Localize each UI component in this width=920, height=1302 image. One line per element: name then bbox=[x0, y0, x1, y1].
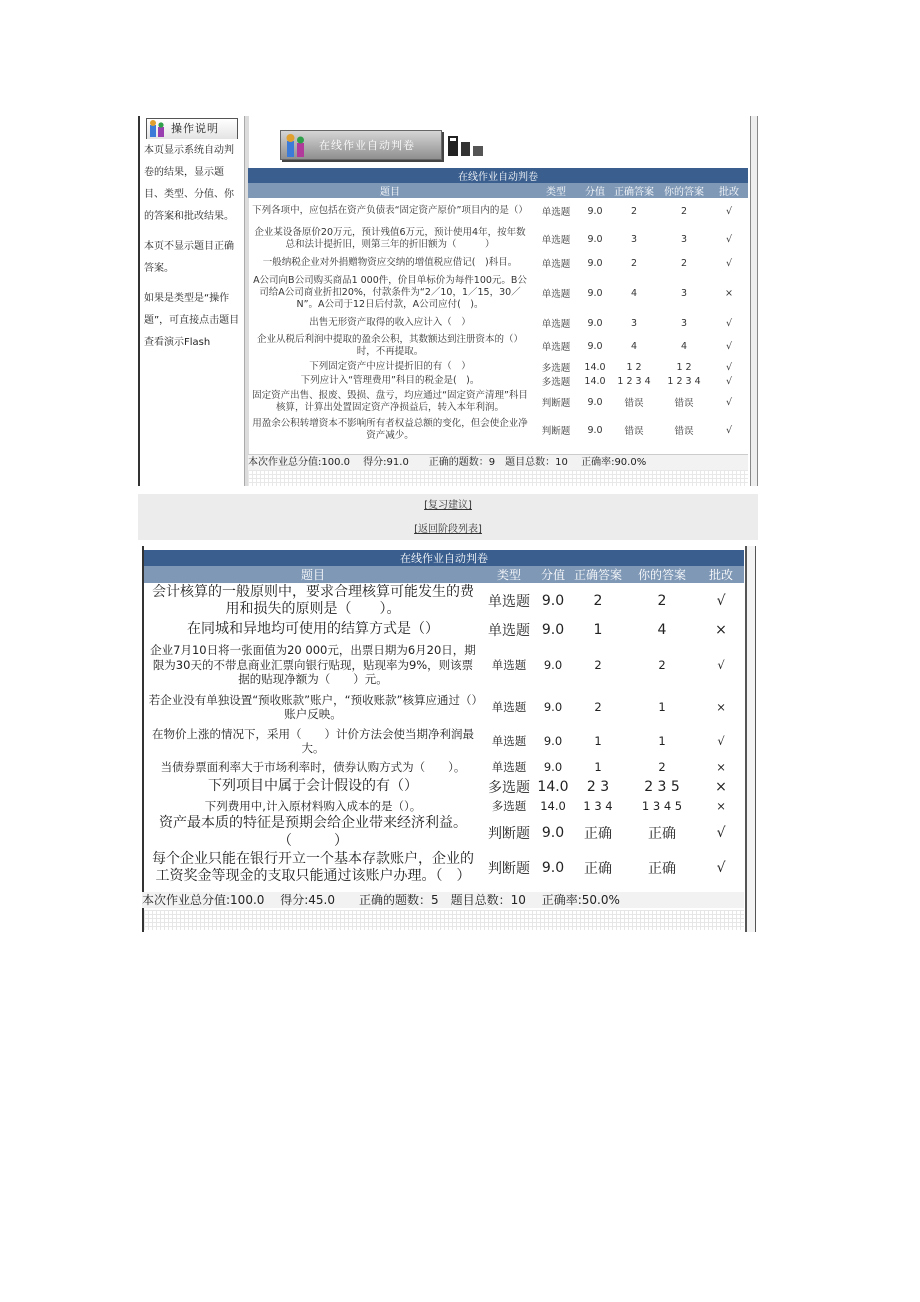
correct-answer: 错误 bbox=[624, 426, 644, 437]
table-row bbox=[144, 777, 744, 797]
question-text: 若企业没有单独设置“预收账款”账户，“预收账款”核算应通过（）账户反映。 bbox=[148, 692, 478, 721]
your-answer: 4 bbox=[680, 340, 688, 352]
question-score: 9.0 bbox=[541, 824, 565, 841]
back-to-stage-list-link[interactable]: [返回阶段列表] bbox=[414, 524, 482, 535]
your-answer: 3 bbox=[680, 287, 688, 299]
header-score: 分值 bbox=[536, 566, 570, 583]
left-frame-border bbox=[138, 116, 140, 486]
question-text: 企业某设备原价20万元，预计残值6万元，预计使用4年，按年数总和法计提折旧，则第三年的折旧额为（ ） bbox=[254, 227, 526, 250]
correct-answer: 1 2 3 4 bbox=[617, 375, 651, 387]
mark: × bbox=[715, 779, 727, 795]
question-text: 一般纳税企业对外捐赠物资应交纳的增值税应借记( )科目。 bbox=[262, 257, 518, 269]
your-answer: 1 3 4 5 bbox=[641, 799, 683, 813]
scrollbar[interactable] bbox=[745, 546, 756, 932]
table-row bbox=[144, 757, 744, 777]
score-summary: 本次作业总分值:100.0 得分:45.0 正确的题数：5 题目总数：10 正确率:50.0% bbox=[142, 892, 744, 908]
mark: × bbox=[716, 760, 726, 774]
correct-answer: 3 bbox=[630, 317, 638, 329]
mark: × bbox=[716, 700, 726, 714]
question-text: 资产最本质的特征是预期会给企业带来经济利益。（ ） bbox=[159, 815, 467, 849]
question-text: 当债券票面利率大于市场利率时，债券认购方式为（ ）。 bbox=[160, 759, 466, 774]
question-text: 会计核算的一般原则中，要求合理核算可能发生的费用和损失的原则是（ ）。 bbox=[152, 583, 474, 617]
correct-answer: 2 bbox=[593, 593, 603, 609]
correct-answer: 错误 bbox=[624, 398, 644, 409]
correct-answer: 2 bbox=[630, 257, 638, 269]
correct-answer: 4 bbox=[630, 287, 638, 299]
question-type: 单选题 bbox=[541, 207, 571, 218]
question-text: 下列项目中属于会计假设的有（） bbox=[208, 778, 418, 795]
question-text: 每个企业只能在银行开立一个基本存款账户，企业的工资奖金等现金的支取只能通过该账户办理。（ ） bbox=[152, 850, 474, 884]
mark: √ bbox=[725, 340, 733, 352]
table-title: 在线作业自动判卷 bbox=[144, 550, 744, 566]
your-answer: 2 3 5 bbox=[644, 779, 680, 795]
correct-answer: 1 bbox=[593, 622, 603, 638]
your-answer: 1 bbox=[658, 734, 666, 748]
help-text bbox=[144, 140, 242, 362]
question-type: 多选题 bbox=[541, 377, 571, 388]
mark: √ bbox=[725, 317, 733, 329]
your-answer: 正确 bbox=[648, 861, 676, 877]
question-score: 14.0 bbox=[584, 361, 606, 373]
question-text: 下列应计入“管理费用”科目的税金是( )。 bbox=[300, 375, 480, 387]
mark: √ bbox=[716, 824, 726, 841]
mark: √ bbox=[725, 257, 733, 269]
question-score: 9.0 bbox=[543, 700, 563, 714]
question-type: 单选题 bbox=[491, 700, 527, 714]
page-banner bbox=[280, 128, 490, 162]
question-text: 出售无形资产取得的收入应计入（ ） bbox=[309, 317, 471, 329]
question-text: 下列固定资产中应计提折旧的有（ ） bbox=[309, 361, 471, 373]
your-answer: 1 2 3 4 bbox=[667, 375, 701, 387]
question-text: 企业从税后利润中提取的盈余公积，其数额达到注册资本的（）时，不再提取。 bbox=[256, 334, 523, 357]
mark: √ bbox=[725, 233, 733, 245]
help-paragraph: 本页显示系统自动判卷的结果，显示题目、类型、分值、你的答案和批改结果。 bbox=[144, 145, 234, 222]
correct-answer: 2 bbox=[594, 658, 602, 672]
table-row bbox=[248, 374, 748, 388]
question-score: 9.0 bbox=[541, 622, 565, 638]
mark: × bbox=[715, 622, 727, 638]
question-text: 在同城和异地均可使用的结算方式是（） bbox=[187, 621, 439, 638]
help-tab[interactable] bbox=[146, 118, 238, 139]
question-text: 用盈余公积转增资本不影响所有者权益总额的变化，但会使企业净资产减少。 bbox=[252, 418, 528, 441]
table-row bbox=[144, 619, 744, 641]
mark: √ bbox=[717, 658, 725, 672]
table-title: 在线作业自动判卷 bbox=[248, 168, 748, 183]
scrollbar[interactable] bbox=[750, 116, 758, 486]
correct-answer: 2 bbox=[630, 205, 638, 217]
question-type: 单选题 bbox=[491, 734, 527, 748]
question-score: 9.0 bbox=[541, 860, 565, 876]
header-type: 类型 bbox=[532, 183, 580, 198]
your-answer: 2 bbox=[658, 658, 666, 672]
question-text: 企业7月10日将一张面值为20 000元，出票日期为6月20日，期限为30天的不带息商业汇票向银行贴现，贴现率为9%，则该票据的贴现净额为（ ）元。 bbox=[150, 643, 476, 687]
table-row bbox=[248, 198, 748, 224]
grading-table bbox=[248, 168, 748, 444]
table-row bbox=[248, 360, 748, 374]
question-score: 14.0 bbox=[537, 779, 569, 795]
mark: √ bbox=[725, 205, 733, 217]
header-question: 题目 bbox=[248, 183, 532, 198]
help-sidebar bbox=[142, 116, 243, 486]
your-answer: 1 2 bbox=[676, 361, 692, 373]
table-row bbox=[144, 583, 744, 619]
question-text: 在物价上涨的情况下，采用（ ）计价方法会使当期净利润最大。 bbox=[152, 726, 474, 755]
table-row bbox=[144, 850, 744, 886]
table-row bbox=[248, 388, 748, 416]
mark: × bbox=[725, 287, 733, 299]
question-type: 多选题 bbox=[541, 363, 571, 374]
header-question: 题目 bbox=[144, 566, 482, 583]
help-paragraph: 如果是类型是“操作题”，可直接点击题目查看演示Flash bbox=[144, 293, 240, 348]
your-answer: 2 bbox=[657, 593, 667, 609]
grading-table bbox=[144, 550, 744, 886]
table-row bbox=[248, 224, 748, 254]
correct-answer: 正确 bbox=[584, 825, 612, 842]
question-text: A公司向B公司购买商品1 000件，价目单标价为每件100元。B公司给A公司商业折扣20%，付款条件为“2／10，1／15，30／N”。A公司于12日后付款，A公司应付( )。 bbox=[253, 275, 527, 310]
question-type: 判断题 bbox=[541, 398, 571, 409]
table-row bbox=[248, 332, 748, 360]
table-row bbox=[248, 416, 748, 444]
mark: √ bbox=[725, 361, 733, 373]
question-score: 9.0 bbox=[587, 257, 603, 269]
question-type: 单选题 bbox=[541, 319, 571, 330]
your-answer: 1 bbox=[658, 700, 666, 714]
table-row bbox=[144, 815, 744, 850]
question-type: 判断题 bbox=[541, 426, 571, 437]
top-screenshot bbox=[138, 116, 758, 486]
question-score: 9.0 bbox=[543, 658, 563, 672]
header-mark: 批改 bbox=[710, 183, 748, 198]
question-type: 多选题 bbox=[491, 799, 527, 813]
table-row bbox=[248, 314, 748, 332]
correct-answer: 1 3 4 bbox=[583, 799, 613, 813]
question-type: 单选题 bbox=[541, 289, 571, 300]
user-group-icon bbox=[149, 119, 167, 139]
question-type: 单选题 bbox=[541, 342, 571, 353]
correct-answer: 2 bbox=[594, 700, 602, 714]
question-type: 多选题 bbox=[488, 780, 530, 796]
question-type: 单选题 bbox=[491, 658, 527, 672]
your-answer: 2 bbox=[680, 205, 688, 217]
header-your-answer: 你的答案 bbox=[626, 566, 698, 583]
header-score: 分值 bbox=[580, 183, 610, 198]
your-answer: 4 bbox=[657, 622, 667, 638]
question-score: 14.0 bbox=[540, 799, 566, 813]
question-type: 单选题 bbox=[488, 594, 530, 610]
question-text: 固定资产出售、报废、毁损、盘亏，均应通过“固定资产清理”科目核算，计算出处置固定资产净损益后，转入本年利润。 bbox=[252, 390, 528, 413]
header-type: 类型 bbox=[482, 566, 536, 583]
header-your-answer: 你的答案 bbox=[658, 183, 710, 198]
question-type: 判断题 bbox=[488, 861, 530, 877]
correct-answer: 1 bbox=[594, 760, 602, 774]
correct-answer: 3 bbox=[630, 233, 638, 245]
question-score: 9.0 bbox=[587, 340, 603, 352]
mark: √ bbox=[717, 734, 725, 748]
question-score: 9.0 bbox=[541, 593, 565, 609]
header-correct-answer: 正确答案 bbox=[610, 183, 658, 198]
your-answer: 错误 bbox=[674, 426, 694, 437]
question-score: 14.0 bbox=[584, 375, 606, 387]
grid-background bbox=[248, 470, 748, 486]
question-type: 单选题 bbox=[541, 235, 571, 246]
help-paragraph: 本页不显示题目正确答案。 bbox=[144, 241, 234, 274]
table-row bbox=[248, 272, 748, 314]
question-score: 9.0 bbox=[587, 287, 603, 299]
question-score: 9.0 bbox=[587, 317, 603, 329]
bottom-screenshot bbox=[140, 546, 756, 932]
user-group-icon bbox=[285, 131, 309, 159]
your-answer: 3 bbox=[680, 233, 688, 245]
mark: √ bbox=[716, 860, 726, 876]
question-score: 9.0 bbox=[587, 424, 603, 436]
question-score: 9.0 bbox=[587, 233, 603, 245]
question-score: 9.0 bbox=[587, 205, 603, 217]
banner-button bbox=[280, 130, 442, 160]
bar-decoration-icon bbox=[448, 134, 484, 158]
question-score: 9.0 bbox=[587, 396, 603, 408]
your-answer: 2 bbox=[680, 257, 688, 269]
question-text: 下列各项中，应包括在资产负债表“固定资产原价”项目内的是（） bbox=[252, 205, 528, 217]
your-answer: 错误 bbox=[674, 398, 694, 409]
table-row bbox=[144, 689, 744, 725]
review-suggestion-link[interactable]: [复习建议] bbox=[424, 500, 472, 511]
mark: √ bbox=[716, 593, 726, 609]
correct-answer: 2 3 bbox=[586, 779, 610, 795]
question-score: 9.0 bbox=[543, 760, 563, 774]
mark: √ bbox=[725, 396, 733, 408]
question-type: 判断题 bbox=[488, 825, 530, 842]
table-row bbox=[144, 641, 744, 689]
mark: √ bbox=[725, 424, 733, 436]
question-type: 单选题 bbox=[491, 760, 527, 774]
your-answer: 正确 bbox=[648, 825, 676, 842]
question-score: 9.0 bbox=[543, 734, 563, 748]
grid-background bbox=[144, 910, 744, 930]
your-answer: 3 bbox=[680, 317, 688, 329]
header-correct-answer: 正确答案 bbox=[570, 566, 626, 583]
correct-answer: 正确 bbox=[584, 861, 612, 877]
banner-label: 在线作业自动判卷 bbox=[319, 139, 415, 152]
correct-answer: 1 2 bbox=[626, 361, 642, 373]
mark: × bbox=[716, 799, 726, 813]
header-mark: 批改 bbox=[698, 566, 744, 583]
correct-answer: 1 bbox=[594, 734, 602, 748]
table-row bbox=[144, 797, 744, 815]
help-tab-label: 操作说明 bbox=[171, 122, 219, 135]
question-type: 单选题 bbox=[488, 623, 530, 639]
score-summary: 本次作业总分值:100.0 得分:91.0 正确的题数：9 题目总数：10 正确率:90.0% bbox=[248, 454, 748, 471]
correct-answer: 4 bbox=[630, 340, 638, 352]
question-type: 单选题 bbox=[541, 259, 571, 270]
table-row bbox=[144, 725, 744, 757]
question-text: 下列费用中,计入原材料购入成本的是（）。 bbox=[204, 798, 422, 813]
table-row bbox=[248, 254, 748, 272]
your-answer: 2 bbox=[658, 760, 666, 774]
link-bar bbox=[138, 494, 758, 540]
mark: √ bbox=[725, 375, 733, 387]
